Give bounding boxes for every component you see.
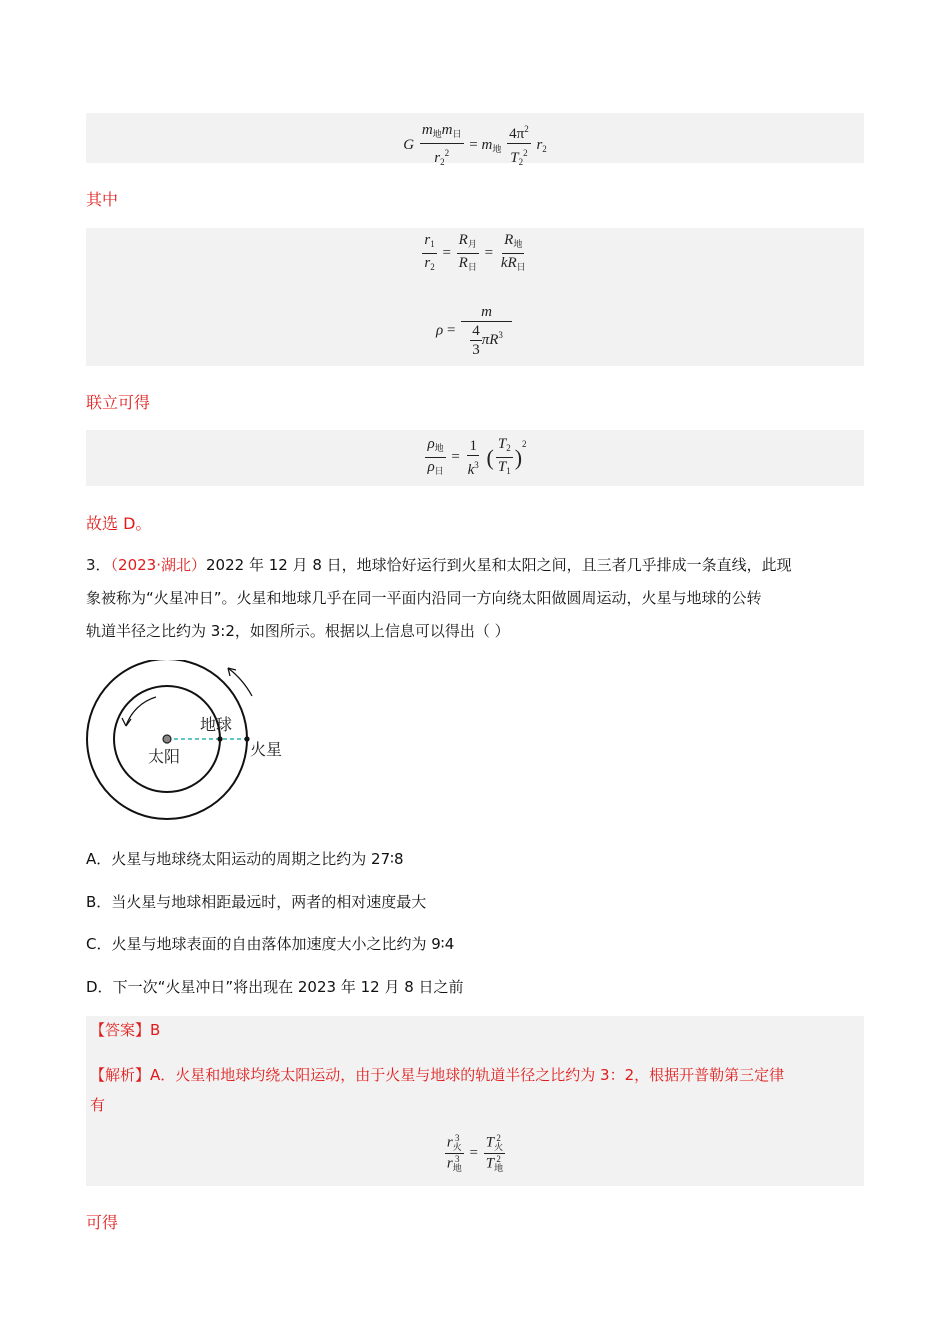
sun-label: 太阳: [148, 747, 181, 766]
question-3-stem: [86, 549, 866, 648]
earth-label: 地球: [200, 715, 233, 734]
label-lianli: 联立可得: [86, 393, 151, 412]
density-equation: ρ = m $\frac{4}{3}$ $\pi R^3$: [86, 304, 864, 358]
option-d[interactable]: D．下一次“火星冲日”将出现在 2023 年 12 月 8 日之前: [86, 978, 464, 996]
question-3-line2: 象被称为“火星冲日”。火星和地球几乎在同一平面内沿同一方向绕太阳做圆周运动，火星与地球的公转: [86, 589, 762, 607]
sun-dot: [163, 735, 171, 743]
label-guxuan: 故选 D。: [86, 514, 152, 533]
equation-block-gravity: [86, 113, 864, 167]
fraction-mass-product: $\frac{m_地m_日}{r_2^2}$: [421, 121, 462, 167]
symbol-G: G: [403, 136, 415, 153]
label-kede: 可得: [86, 1213, 119, 1232]
answer-value: B: [150, 1021, 161, 1039]
answer-line: [90, 1019, 160, 1040]
option-b[interactable]: B．当火星与地球相距最远时，两者的相对速度最大: [86, 893, 427, 911]
option-c[interactable]: C．火星与地球表面的自由落体加速度大小之比约为 9∶4: [86, 935, 455, 953]
option-a[interactable]: A．火星与地球绕太阳运动的周期之比约为 27∶8: [86, 850, 404, 868]
analysis-text: 【解析】A．火星和地球均绕太阳运动，由于火星与地球的轨道半径之比约为 3：2，根据开普勒第三定律 有: [90, 1066, 785, 1114]
analysis-tag: 【解析】: [90, 1066, 151, 1084]
question-3-line1: 3．（2023·湖北）2022 年 12 月 8 日，地球恰好运行到火星和太阳之间，且三者几乎排成一条直线，此现: [86, 556, 792, 574]
question-3-line3: 轨道半径之比约为 3:2，如图所示。根据以上信息可以得出（ ）: [86, 622, 510, 640]
answer-tag: 【答案】: [90, 1021, 151, 1039]
question-source: （2023·湖北）: [110, 556, 206, 574]
kepler-third-law-equation: r 3 火 r 3 地 = T 2 火 T 2 地: [446, 1133, 504, 1173]
earth-dot: [217, 736, 222, 741]
mars-label: 火星: [250, 740, 283, 759]
question-number: 3．: [86, 556, 111, 574]
mars-dot: [244, 736, 249, 741]
label-qizhong: 其中: [86, 190, 119, 209]
gravity-equation: G $\frac{m_地m_日}{r_2^2}$ = $m_地$ $\frac{4\pi^2}{T_2^2}$ $r_2$: [86, 121, 864, 170]
equation-block-density-ratio: [86, 430, 864, 486]
answer-block: [86, 1016, 864, 1186]
radius-ratio-equation: $\frac{r_1}{r_2}$ = $\frac{R_月}{R_日}$ = $\frac{R_地}{kR_日}$: [424, 232, 526, 272]
fraction-four-pi-squared: $\frac{4\pi^2}{T_2^2}$: [507, 121, 531, 170]
density-ratio-equation: $\frac{\rho_地}{\rho_日}$ = $\frac{1}{k^3}$ ( $\frac{T_2}{T_1}$ )$^2$: [427, 436, 527, 478]
equation-block-ratios: [86, 228, 864, 366]
orbit-diagram: [86, 660, 286, 820]
